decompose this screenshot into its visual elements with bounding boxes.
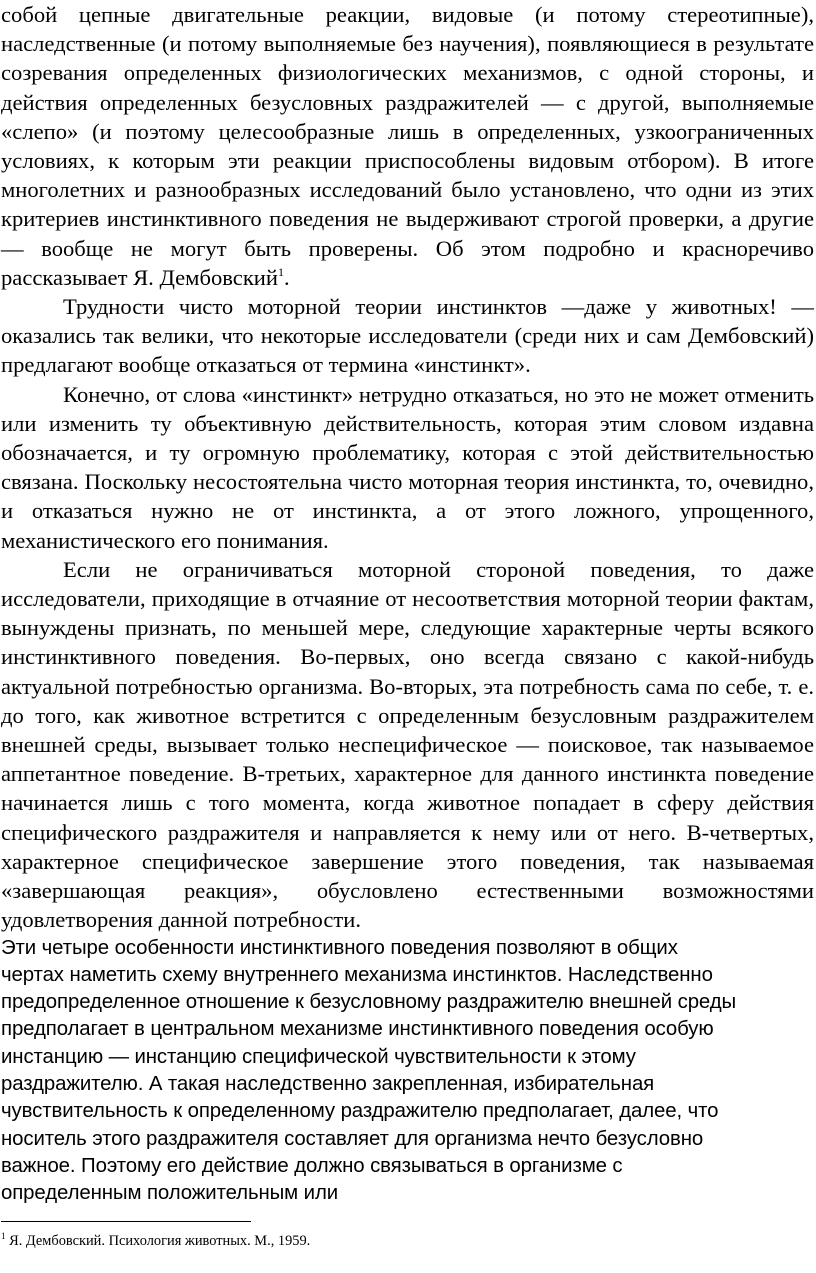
paragraph-5-line: чувствительность к определенному раздражителю предполагает, далее, что bbox=[1, 1100, 719, 1123]
paragraph-5-line: носитель этого раздражителя составляет для организма нечто безусловно bbox=[1, 1127, 704, 1150]
paragraph-5-line: чертах наметить схему внутреннего механизма инстинктов. Наследственно bbox=[1, 963, 713, 986]
paragraph-5-line: раздражителю. А такая наследственно закрепленная, избирательная bbox=[1, 1072, 655, 1095]
footnote-divider bbox=[1, 1221, 251, 1222]
footnote-reference[interactable]: 1 bbox=[278, 264, 284, 279]
paragraph-5-line: инстанцию — инстанцию специфической чувствительности к этому bbox=[1, 1045, 636, 1068]
paragraph-5 bbox=[1, 935, 814, 1208]
paragraph-5-line: предполагает в центральном механизме инстинктивного поведения особую bbox=[1, 1018, 714, 1041]
paragraph-1-end: . bbox=[284, 264, 290, 290]
footnote bbox=[1, 1232, 310, 1250]
paragraph-4: Если не ограничиваться моторной стороной поведения, то даже исследователи, приходящие в отчаяние от несоответствия моторной теории фактам, вынуждены признать, по меньшей мере, следующие характерные черты всякого инстинктивного поведения. Во-первых, оно всегда связано с какой-нибудь актуальной потребностью организма. Во-вторых, эта потребность сама по себе, т. е. до того, как животное встретится с определенным безусловным раздражителем внешней среды, вызывает только неспецифическое — поисковое, так называемое аппетантное поведение. В-третьих, характерное для данного инстинкта поведение начинается лишь с того момента, когда животное попадает в сферу действия специфического раздражителя и направляется к нему или от него. В-четвертых, характерное специфическое завершение этого поведения, так называемая «завершающая реакция», обусловлено естественными возможностями удовлетворения данной потребности. bbox=[1, 556, 814, 933]
paragraph-5-line: важное. Поэтому его действие должно связываться в организме с bbox=[1, 1154, 623, 1177]
paragraph-5-line: предопределенное отношение к безусловному раздражителю внешней среды bbox=[1, 991, 737, 1014]
paragraph-2: Трудности чисто моторной теории инстинктов —даже у животных! — оказались так велики, что некоторые исследователи (среди них и сам Дембовский) предлагают вообще отказаться от термина «инстинкт». bbox=[1, 294, 814, 378]
paragraph-5-line: Эти четыре особенности инстинктивного поведения позволяют в общих bbox=[1, 936, 678, 959]
paragraph-3: Конечно, от слова «инстинкт» нетрудно отказаться, но это не может отменить или изменить ту объективную действительность, которая этим словом издавна обозначается, и ту огромную проблематику, которая с этой действительностью связана. Поскольку несостоятельна чисто моторная теория инстинкта, то, очевидно, и отказаться нужно не от инстинкта, а от этого ложного, упрощенного, механистического его понимания. bbox=[1, 381, 814, 553]
paragraph-1 bbox=[1, 0, 814, 292]
paragraph-1-text: собой цепные двигательные реакции, видовые (и потому стереотипные), наследственные (и потому выполняемые без научения), появляющиеся в результате созревания определенных физиологических механизмов, с одной стороны, и действия определенных безусловных раздражителей — с другой, выполняемые «слепо» (и поэтому целесообразные лишь в определенных, узкоограниченных условиях, к которым эти реакции приспособлены видовым отбором). В итоге многолетних и разнообразных исследований было установлено, что одни из этих критериев инстинктивного поведения не выдерживают строгой проверки, а другие — вообще не могут быть проверены. Об этом подробно и красноречиво рассказывает Я. Дембовский bbox=[1, 2, 814, 290]
footnote-text: Я. Дембовский. Психология животных. М., 1959. bbox=[5, 1233, 311, 1249]
footnote-marker: 1 bbox=[1, 1231, 6, 1241]
paragraph-5-line: определенным положительным или bbox=[1, 1182, 339, 1205]
